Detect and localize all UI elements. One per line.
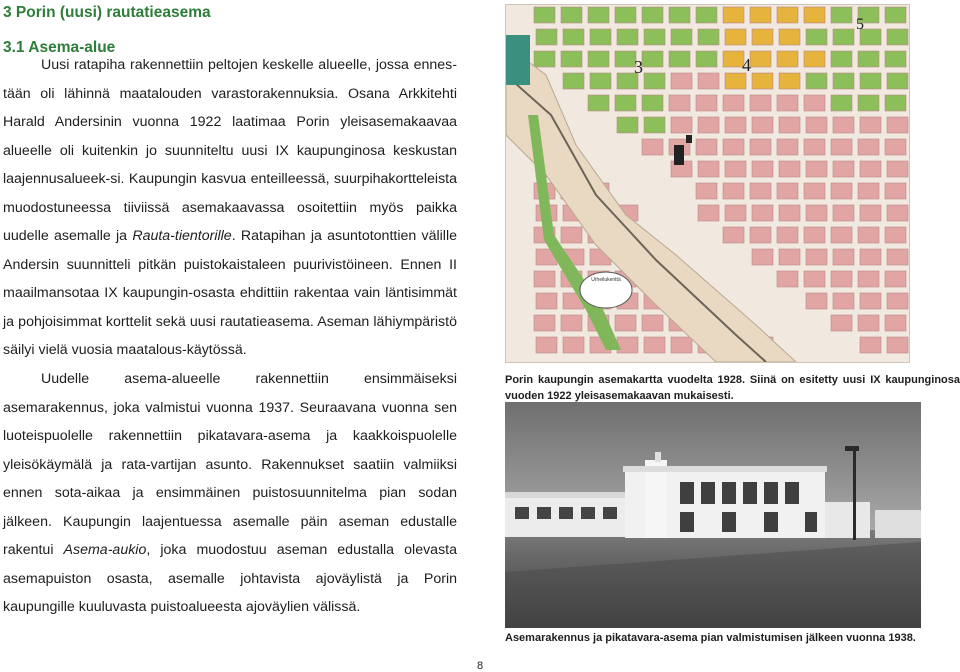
map-block bbox=[642, 95, 663, 111]
map-block bbox=[804, 271, 825, 287]
map-block bbox=[642, 51, 663, 67]
map-block bbox=[534, 315, 555, 331]
map-block bbox=[833, 29, 854, 45]
map-block bbox=[698, 117, 719, 133]
paragraph-1-part-1: Uusi ratapiha rakennettiin peltojen keskelle alueelle, jossa ennes-tään oli lähinnä maatalouden varastorakennuksia. Osana Arkkitehti Harald Andersinin vuonna 1922 laatimaa Porin yleisasemakaavaa alueelle oli kuitenkin jo suunniteltu uusi IX kaupunginosa keskustan laajennusalueek-si. Kaupungin kasvua enteilleessä, suurpihakortteleista muodostuneessa tiiviissä asemakaavassa osoitettiin myös paikka uudelle asemalle ja bbox=[3, 57, 457, 245]
map-block bbox=[804, 51, 825, 67]
map-block bbox=[669, 7, 690, 23]
map-block bbox=[696, 139, 717, 155]
paragraph-1-part-3: . Ratapihan ja asuntotonttien välille Andersin suunnitteli pitkän puistokaistaleen puurivistöineen. Ennen II maailmansotaa IX kaupungin-osasta ehdittiin rakentaa vain läntisimmät ja pohjoisimmat korttelit sekä uusi rautatieasema. Aseman lähiympäristö säilyi vielä vuosia maatalous-käytössä. bbox=[3, 228, 457, 359]
map-block bbox=[779, 73, 800, 89]
paragraph-2-italic-term: Asema-aukio bbox=[63, 542, 147, 559]
map-block bbox=[833, 293, 854, 309]
map-block bbox=[779, 29, 800, 45]
photo-caption: Asemarakennus ja pikatavara-asema pian valmistumisen jälkeen vuonna 1938. bbox=[505, 632, 916, 644]
map-block bbox=[831, 315, 852, 331]
map-block bbox=[858, 315, 879, 331]
map-block bbox=[831, 183, 852, 199]
map-block bbox=[752, 161, 773, 177]
map-block bbox=[588, 51, 609, 67]
map-block bbox=[833, 117, 854, 133]
map-block bbox=[831, 7, 852, 23]
map-block bbox=[885, 95, 906, 111]
map-block bbox=[750, 183, 771, 199]
map-block bbox=[590, 73, 611, 89]
district-label-4: 4 bbox=[742, 55, 751, 75]
map-block bbox=[887, 337, 908, 353]
map-block bbox=[806, 205, 827, 221]
map-block bbox=[696, 183, 717, 199]
map-block bbox=[777, 183, 798, 199]
map-block bbox=[887, 205, 908, 221]
map-block bbox=[723, 139, 744, 155]
map-block bbox=[777, 227, 798, 243]
far-right-building bbox=[875, 510, 921, 538]
map-block bbox=[885, 227, 906, 243]
map-block bbox=[752, 117, 773, 133]
park-label: Urheilukenttä bbox=[591, 277, 621, 283]
map-block bbox=[779, 249, 800, 265]
map-block bbox=[671, 29, 692, 45]
map-block bbox=[671, 117, 692, 133]
map-block bbox=[806, 73, 827, 89]
map-block bbox=[752, 73, 773, 89]
map-block bbox=[858, 139, 879, 155]
map-block bbox=[887, 73, 908, 89]
map-block bbox=[536, 29, 557, 45]
map-block bbox=[642, 139, 663, 155]
body-text bbox=[3, 51, 457, 622]
map-block bbox=[752, 205, 773, 221]
map-block bbox=[536, 293, 557, 309]
teal-area bbox=[506, 35, 530, 85]
map-block bbox=[860, 293, 881, 309]
map-block bbox=[885, 183, 906, 199]
map-block bbox=[615, 315, 636, 331]
map-block bbox=[750, 95, 771, 111]
map-block bbox=[833, 161, 854, 177]
map-block bbox=[669, 95, 690, 111]
map-block bbox=[725, 205, 746, 221]
map-block bbox=[777, 271, 798, 287]
map-block bbox=[858, 271, 879, 287]
map-block bbox=[885, 51, 906, 67]
station-building-mark bbox=[674, 145, 684, 165]
map-block bbox=[642, 7, 663, 23]
map-block bbox=[887, 249, 908, 265]
map-block bbox=[642, 315, 663, 331]
map-block bbox=[725, 117, 746, 133]
map-block bbox=[723, 7, 744, 23]
map-block bbox=[615, 51, 636, 67]
map-block bbox=[777, 51, 798, 67]
map-block bbox=[588, 95, 609, 111]
map-block bbox=[561, 227, 582, 243]
map-block bbox=[777, 7, 798, 23]
map-block bbox=[806, 29, 827, 45]
map-block bbox=[885, 315, 906, 331]
map-block bbox=[860, 249, 881, 265]
district-label-3: 3 bbox=[634, 57, 643, 77]
map-block bbox=[615, 95, 636, 111]
map-block bbox=[563, 73, 584, 89]
map-caption: Porin kaupungin asemakartta vuodelta 1928. Siinä on esitetty uusi IX kaupunginosa vuoden 1922 yleisasemakaavan mukaisesti. bbox=[505, 374, 960, 402]
map-block bbox=[831, 51, 852, 67]
map-block bbox=[833, 73, 854, 89]
map-block bbox=[831, 271, 852, 287]
map-block bbox=[858, 183, 879, 199]
paragraph-2 bbox=[3, 365, 457, 622]
map-block bbox=[779, 161, 800, 177]
map-block bbox=[723, 183, 744, 199]
map-block bbox=[561, 51, 582, 67]
map-block bbox=[833, 249, 854, 265]
paragraph-2-part-3: , joka muodostuu aseman edustalla olevasta asemapuiston osasta, asemalle johtavista ajoväylistä ja Porin kaupungille kuuluvasta puistoalueesta ajoväylien välissä. bbox=[3, 542, 457, 616]
map-block bbox=[561, 7, 582, 23]
station-photo bbox=[505, 402, 921, 628]
map-block bbox=[698, 29, 719, 45]
map-block bbox=[887, 29, 908, 45]
map-block bbox=[858, 95, 879, 111]
map-block bbox=[833, 205, 854, 221]
section-heading: 3 Porin (uusi) rautatieasema bbox=[3, 4, 211, 21]
map-block bbox=[804, 183, 825, 199]
map-block bbox=[534, 7, 555, 23]
map-block bbox=[752, 249, 773, 265]
map-block bbox=[858, 51, 879, 67]
map-block bbox=[750, 7, 771, 23]
map-block bbox=[644, 117, 665, 133]
paragraph-1 bbox=[3, 51, 457, 365]
map-block bbox=[671, 73, 692, 89]
map-block bbox=[806, 293, 827, 309]
map-block bbox=[804, 95, 825, 111]
map-block bbox=[831, 139, 852, 155]
map-block bbox=[777, 95, 798, 111]
right-wing bbox=[825, 502, 870, 538]
map-block bbox=[563, 29, 584, 45]
map-block bbox=[617, 117, 638, 133]
map-block bbox=[831, 95, 852, 111]
map-block bbox=[887, 161, 908, 177]
map-block bbox=[698, 161, 719, 177]
map-block bbox=[831, 227, 852, 243]
map-block bbox=[885, 7, 906, 23]
map-block bbox=[885, 271, 906, 287]
map-block bbox=[669, 51, 690, 67]
map-block bbox=[806, 249, 827, 265]
map-block bbox=[588, 7, 609, 23]
town-plan-map bbox=[505, 4, 910, 363]
map-block bbox=[561, 315, 582, 331]
map-block bbox=[644, 73, 665, 89]
map-block bbox=[696, 51, 717, 67]
map-block bbox=[750, 51, 771, 67]
map-block bbox=[698, 205, 719, 221]
lamp-post bbox=[853, 450, 856, 540]
paragraph-2-part-1: Uudelle asema-alueelle rakennettiin ensimmäiseksi asemarakennus, joka valmistui vuonna 1937. Seuraavana vuonna sen luoteispuolelle rakennettiin pikatavara-asema ja kaakkoispuolelle yleisökäymälä ja rata-vartijan asunto. Rakennukset saatiin valmiiksi ennen sota-aikaa ja ensimmäinen puistosuunnitelma pian sodan jälkeen. Kaupungin laajentuessa asemalle päin aseman edustalle rakentui bbox=[3, 371, 457, 559]
map-block bbox=[860, 161, 881, 177]
map-block bbox=[887, 293, 908, 309]
map-block bbox=[671, 337, 692, 353]
map-block bbox=[860, 117, 881, 133]
map-block bbox=[804, 7, 825, 23]
map-block bbox=[777, 139, 798, 155]
page-number: 8 bbox=[477, 660, 484, 672]
map-block bbox=[696, 95, 717, 111]
subsection-heading: 3.1 Asema-alue bbox=[3, 39, 116, 56]
map-block bbox=[750, 139, 771, 155]
station-mark-2 bbox=[686, 135, 692, 143]
map-block bbox=[534, 51, 555, 67]
map-block bbox=[806, 161, 827, 177]
map-block bbox=[752, 29, 773, 45]
map-block bbox=[804, 227, 825, 243]
map-block bbox=[617, 29, 638, 45]
map-block bbox=[779, 117, 800, 133]
map-block bbox=[644, 29, 665, 45]
map-block bbox=[750, 227, 771, 243]
map-block bbox=[806, 117, 827, 133]
map-block bbox=[779, 205, 800, 221]
map-block bbox=[644, 337, 665, 353]
map-block bbox=[590, 29, 611, 45]
map-block bbox=[696, 7, 717, 23]
map-block bbox=[536, 337, 557, 353]
map-block bbox=[860, 205, 881, 221]
map-block bbox=[563, 337, 584, 353]
map-block bbox=[698, 73, 719, 89]
map-block bbox=[725, 161, 746, 177]
district-label-5: 5 bbox=[856, 16, 864, 33]
map-block bbox=[887, 117, 908, 133]
map-block bbox=[617, 337, 638, 353]
map-block bbox=[723, 51, 744, 67]
map-block bbox=[804, 139, 825, 155]
map-block bbox=[615, 7, 636, 23]
map-block bbox=[725, 73, 746, 89]
map-block bbox=[860, 73, 881, 89]
map-block bbox=[858, 227, 879, 243]
paragraph-1-italic-term: Rauta-tientorille bbox=[132, 228, 232, 245]
map-block bbox=[860, 337, 881, 353]
map-block bbox=[725, 29, 746, 45]
map-block bbox=[723, 227, 744, 243]
map-block bbox=[534, 271, 555, 287]
map-block bbox=[885, 139, 906, 155]
map-block bbox=[723, 95, 744, 111]
